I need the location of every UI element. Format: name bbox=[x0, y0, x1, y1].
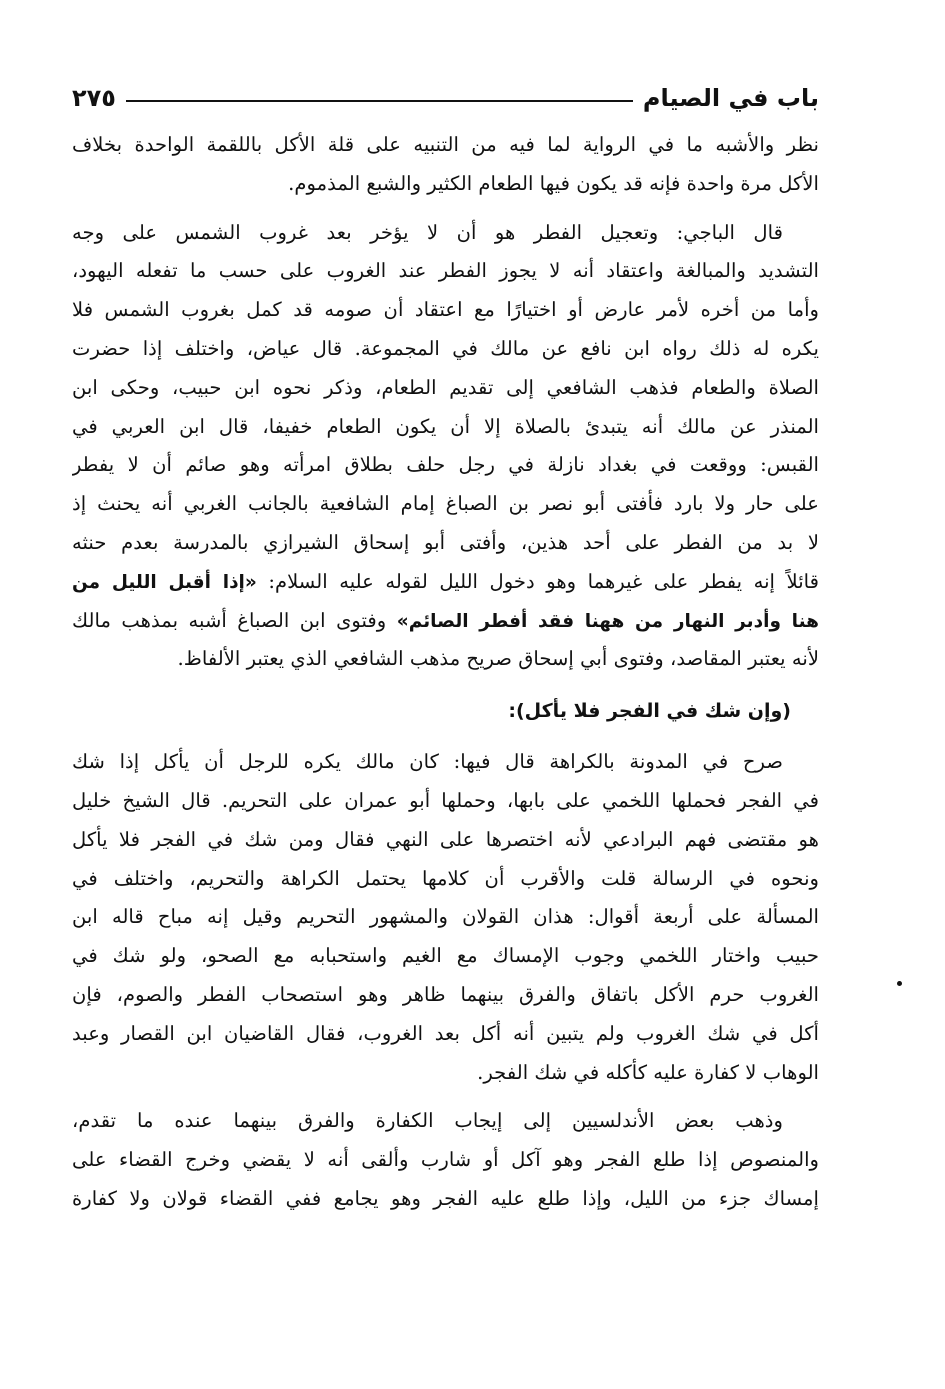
text-line: المسألة على أربعة أقوال: هذان القولان والمشهور التحريم وقيل إنه مباح قاله ابن bbox=[72, 905, 819, 929]
text-line: لا بد من الفطر على أحد هذين، وأفتى أبو إسحاق الشيرازي بالمدرسة بعدم حنثه bbox=[72, 530, 819, 554]
text-line bbox=[72, 563, 819, 602]
page-number: ٢٧٥ bbox=[72, 84, 116, 112]
text-line: القبس: ووقعت في بغداد نازلة في رجل حلف بطلاق امرأته وهو صائم أن لا يفطر bbox=[72, 453, 819, 477]
page-header bbox=[72, 78, 819, 118]
text-line: في الفجر فحملها اللخمي على بابها، وحملها أبو عمران على التحريم. قال الشيخ خليل bbox=[72, 788, 819, 812]
text-line: وذهب بعض الأندلسيين إلى إيجاب الكفارة والفرق بينهما عنده ما تقدم، bbox=[72, 1109, 783, 1133]
text-line: الوهاب لا كفارة عليه كأكله في شك الفجر. bbox=[477, 1060, 819, 1084]
line-text: قائلاً إنه يفطر على غيرهما وهو دخول الليل لقوله عليه السلام: bbox=[256, 569, 819, 593]
text-line bbox=[72, 602, 819, 641]
page-body bbox=[72, 126, 819, 1219]
text-line: هو مقتضى فهم البرادعي لأنه اختصرها على النهي فقال ومن شك في الفجر فلا يأكل bbox=[72, 827, 819, 851]
hadith-quote-start: «إذا أقبل الليل من bbox=[72, 571, 257, 593]
text-line: الغروب حرم الأكل باتفاق والفرق بينهما ظاهر وهو استصحاب الفطر والصوم، فإن bbox=[72, 982, 819, 1006]
text-line: وأما من أخره لأمر عارض أو اختيارًا مع اعتقاد أن صومه قد كمل بغروب الشمس فلا bbox=[72, 298, 819, 322]
paragraph-2 bbox=[72, 214, 819, 680]
text-line: الأكل مرة واحدة فإنه قد يكون فيها الطعام الكثير والشبع المذموم. bbox=[288, 171, 819, 195]
text-line: يكره له ذلك رواه ابن نافع عن مالك في المجموعة. قال عياض، واختلف إذا حضرت bbox=[72, 336, 819, 360]
text-line: المنذر عن مالك أنه يتبدئ بالصلاة إلا أن يكون الطعام خفيفا، قال ابن العربي في bbox=[72, 414, 819, 438]
chapter-title: باب في الصيام bbox=[642, 84, 819, 112]
header-rule bbox=[126, 100, 633, 102]
paragraph-3 bbox=[72, 743, 819, 1092]
line-text: وفتوى ابن الصباغ أشبه بمذهب مالك bbox=[72, 608, 397, 632]
text-line: لأنه يعتبر المقاصد، وفتوى أبي إسحاق صريح مذهب الشافعي الذي يعتبر الألفاظ. bbox=[177, 647, 819, 671]
text-line: صرح في المدونة بالكراهة قال فيها: كان مالك يكره للرجل أن يأكل إذا شك bbox=[72, 750, 783, 774]
text-line: نظر والأشبه ما في الرواية لما فيه من التنبيه على قلة الأكل باللقمة الواحدة بخلاف bbox=[72, 133, 819, 156]
hadith-quote-end: هنا وأدبر النهار من ههنا فقد أفطر الصائم» bbox=[396, 610, 819, 632]
paragraph-4 bbox=[72, 1102, 819, 1218]
margin-dot bbox=[897, 981, 902, 986]
text-line: ونحوه في الرسالة قلت والأقرب أن كلامها يحتمل الكراهة والتحريم، واختلف في bbox=[72, 866, 819, 890]
text-line: التشديد والمبالغة واعتقاد أنه لا يجوز الفطر عند الغروب على حسب ما تفعله اليهود، bbox=[72, 259, 819, 283]
text-line: إمساك جزء من الليل، وإذا طلع عليه الفجر وهو يجامع ففي القضاء قولان ولا كفارة bbox=[72, 1186, 819, 1210]
text-line: والمنصوص إذا طلع الفجر وهو آكل أو شارب وألقى أنه لا يقضي وخرج القضاء على bbox=[72, 1148, 819, 1172]
text-line: أكل في شك الغروب ولم يتبين أنه أكل بعد الغروب، فقال القاضيان ابن القصار وعبد bbox=[72, 1021, 819, 1045]
text-line: على حار ولا بارد فأفتى أبو نصر بن الصباغ إمام الشافعية بالجانب الغربي أنه يحنث إذ bbox=[72, 492, 819, 516]
paragraph-1 bbox=[72, 126, 819, 204]
text-line: الصلاة والطعام فذهب الشافعي إلى تقديم الطعام، وذكر نحوه ابن حبيب، وحكى ابن bbox=[72, 375, 819, 399]
text-line: حبيب واختار اللخمي وجوب الإمساك مع الغيم واستحبابه مع الصحو، ولو شك في bbox=[72, 944, 819, 968]
section-heading: (وإن شك في الفجر فلا يأكل): bbox=[508, 700, 791, 723]
text-line: قال الباجي: وتعجيل الفطر هو أن لا يؤخر بعد غروب الشمس على وجه bbox=[72, 220, 783, 244]
